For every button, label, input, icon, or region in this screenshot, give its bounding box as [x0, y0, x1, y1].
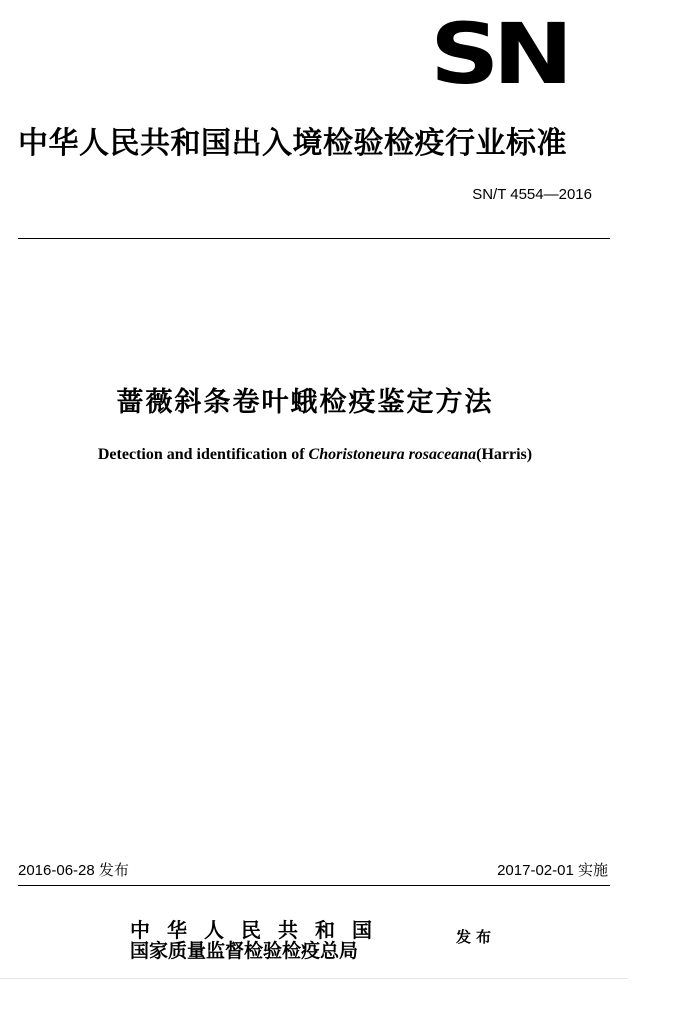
issue-label: 发布 [456, 928, 497, 946]
issuing-body-title: 中华人民共和国出入境检验检疫行业标准 [18, 126, 567, 161]
title-en-suffix: (Harris) [476, 446, 533, 463]
footer-divider [18, 885, 610, 886]
standard-code: SN/T 4554—2016 [472, 186, 592, 203]
standard-title-english [0, 446, 630, 464]
standard-title-chinese: 蔷薇斜条卷叶蛾检疫鉴定方法 [116, 387, 494, 418]
title-en-species: Choristoneura rosaceana [308, 446, 477, 463]
title-en-prefix: Detection and identification of [97, 446, 309, 463]
page-bottom-line [0, 978, 628, 979]
implementation-date: 2017-02-01 实施 [497, 862, 608, 879]
issuer-country: 中华人民共和国 [130, 918, 389, 942]
sn-logo: SN [430, 5, 567, 103]
header-divider [18, 238, 610, 239]
issuer-agency: 国家质量监督检验检疫总局 [130, 940, 359, 962]
publication-date: 2016-06-28 发布 [18, 862, 129, 879]
